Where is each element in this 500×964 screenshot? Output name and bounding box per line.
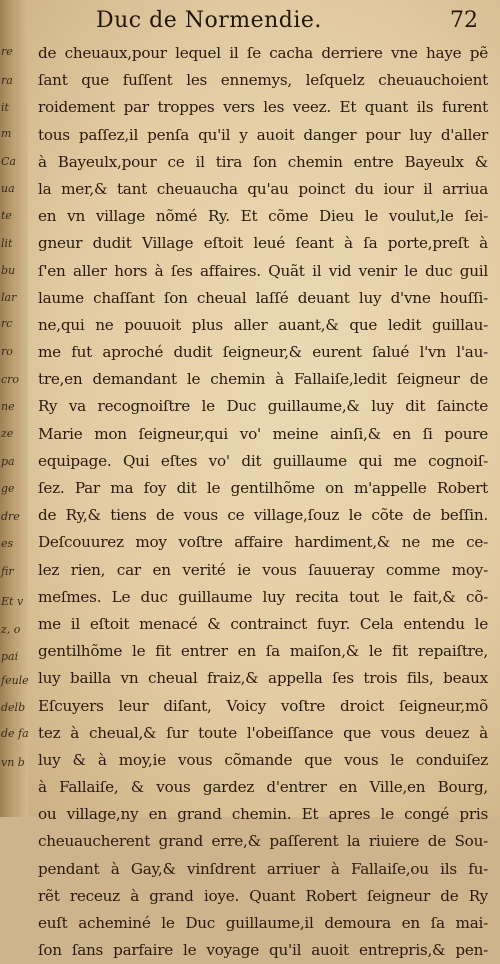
- facing-page-fragment: ua: [1, 182, 15, 195]
- text-line: gentilhõme le fit entrer en ſa maiſon,& le fit repaiſtre,: [38, 642, 488, 661]
- text-line: roidement par troppes vers les veez. Et quant ils furent: [38, 98, 488, 117]
- running-head: Duc de Normendie.: [96, 8, 322, 33]
- facing-page-fragment: vn b: [1, 756, 25, 769]
- text-line: ou village,ny en grand chemin. Et apres le congé pris: [38, 805, 488, 824]
- facing-page-fragment: es: [1, 537, 14, 550]
- text-line: en vn village nõmé Ry. Et cõme Dieu le voulut,le ſei-: [38, 207, 488, 226]
- facing-page-fragment: Ca: [1, 155, 16, 168]
- facing-page-fragment: ne: [1, 400, 15, 413]
- text-line: de cheuaux,pour lequel il ſe cacha derriere vne haye pẽ: [38, 44, 488, 62]
- facing-page-fragment: ge: [1, 482, 15, 495]
- text-line: à Fallaiſe, & vous gardez d'entrer en Ville,en Bourg,: [38, 778, 488, 797]
- text-line: à Bayeulx,pour ce il tira ſon chemin entre Bayeulx &: [38, 152, 488, 171]
- text-line: pendant à Gay,& vinſdrent arriuer à Fallaiſe,ou ils fu-: [38, 859, 488, 878]
- text-line: lez rien, car en verité ie vous ſauueray comme moy-: [38, 560, 488, 579]
- text-line: me fut aproché dudit ſeigneur,& eurent ſalué l'vn l'au-: [38, 343, 488, 362]
- text-line: ſ'en aller hors à ſes affaires. Quãt il vid venir le duc guil: [38, 261, 488, 280]
- text-line: cheuaucherent grand erre,& paſſerent la riuiere de Sou-: [38, 832, 488, 851]
- text-line: rẽt receuz à grand ioye. Quant Robert ſeigneur de Ry: [38, 886, 488, 905]
- facing-page-fragment: ze: [1, 427, 14, 440]
- facing-page-fragment: cro: [1, 373, 20, 386]
- facing-page-fragment: m: [1, 127, 12, 140]
- facing-page-fragment: Et v: [1, 595, 24, 608]
- facing-page-fragment: te: [1, 209, 12, 222]
- text-line: me il eſtoit menacé & contrainct fuyr. Cela entendu le: [38, 614, 488, 633]
- text-line: laume chaſſant ſon cheual laſſé deuant luy d'vne houſſi-: [38, 288, 488, 307]
- text-line: Marie mon ſeigneur,qui vo' meine ainſi,& en ſi poure: [38, 424, 488, 443]
- facing-page-fragment: ra: [1, 74, 13, 87]
- facing-page-fragment: it: [1, 101, 9, 114]
- text-line: de Ry,& tiens de vous ce village,ſouz le cõte de beſſin.: [38, 506, 488, 525]
- text-line: equipage. Qui eſtes vo' dit guillaume qui me cognoiſ-: [38, 451, 488, 470]
- page-number: 72: [450, 8, 478, 33]
- text-line: ne,qui ne pouuoit plus aller auant,& que ledit guillau-: [38, 315, 488, 334]
- text-line: meſmes. Le duc guillaume luy recita tout le fait,& cõ-: [38, 587, 488, 606]
- text-line: tez à cheual,& ſur toute l'obeiſſance que vous deuez à: [38, 723, 488, 742]
- facing-page-fragment: ro: [1, 345, 13, 358]
- text-line: luy & à moy,ie vous cõmande que vous le conduiſez: [38, 750, 488, 769]
- body-text: [38, 40, 488, 964]
- text-line: ſant que fuſſent les ennemys, leſquelz cheuauchoient: [38, 71, 488, 90]
- facing-page-fragment: pa: [1, 455, 15, 468]
- facing-page-fragment: z, o: [1, 623, 21, 636]
- text-line: Deſcouurez moy voſtre affaire hardiment,& ne me ce-: [38, 533, 488, 552]
- facing-page-fragment: delb: [1, 701, 26, 714]
- page-header: [28, 6, 500, 40]
- facing-page-fragment: rc: [1, 317, 13, 330]
- text-line: Eſcuyers leur diſant, Voicy voſtre droict ſeigneur,mõ: [38, 696, 488, 715]
- facing-page-fragment: lar: [1, 291, 17, 304]
- facing-page-edge: [0, 0, 28, 817]
- facing-page-fragment: dre: [1, 510, 20, 523]
- text-line: tre,en demandant le chemin à Fallaiſe,ledit ſeigneur de: [38, 370, 488, 389]
- facing-page-fragment: bu: [1, 264, 16, 277]
- facing-page-fragment: de fa: [1, 727, 29, 740]
- facing-page-fragment: feule: [1, 674, 29, 687]
- text-line: ſez. Par ma foy dit le gentilhõme on m'appelle Robert: [38, 479, 488, 497]
- text-line: ſon ſans parfaire le voyage qu'il auoit entrepris,& pen-: [38, 941, 488, 960]
- text-line: euſt acheminé le Duc guillaume,il demoura en ſa mai-: [38, 914, 488, 932]
- text-line: tous paſſez,il penſa qu'il y auoit danger pour luy d'aller: [38, 125, 488, 144]
- facing-page-fragment: fir: [1, 565, 14, 578]
- text-line: Ry va recognoiſtre le Duc guillaume,& luy dit ſaincte: [38, 397, 488, 416]
- text-line: la mer,& tant cheuaucha qu'au poinct du iour il arriua: [38, 179, 488, 198]
- facing-page-fragment: lit: [1, 237, 13, 250]
- text-line: gneur dudit Village eſtoit leué ſeant à ſa porte,preſt à: [38, 234, 488, 253]
- facing-page-fragment: pai: [1, 650, 19, 663]
- text-line: luy bailla vn cheual fraiz,& appella ſes trois fils, beaux: [38, 669, 488, 688]
- facing-page-fragment: re: [1, 45, 13, 58]
